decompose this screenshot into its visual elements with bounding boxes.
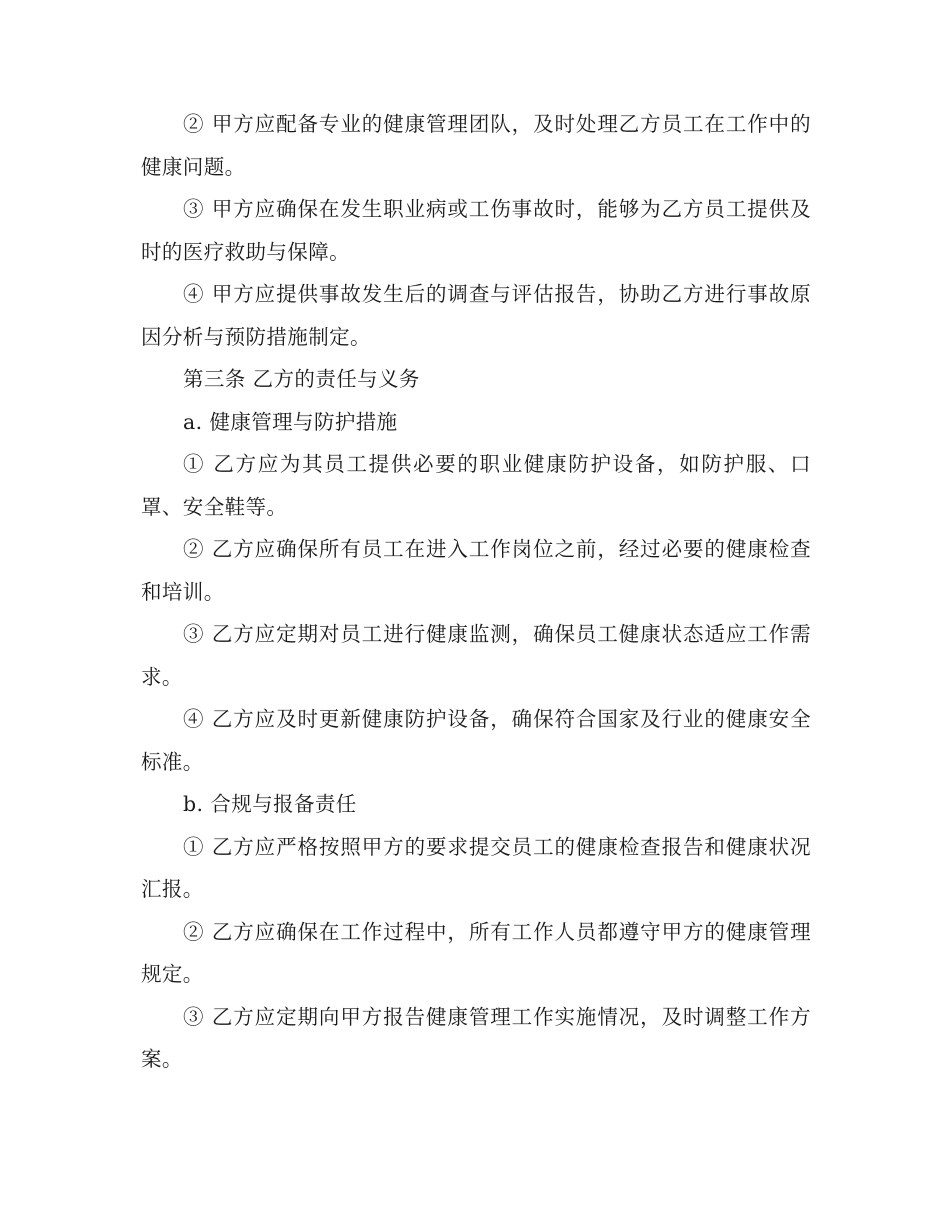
clause-item-a-2: ② 乙方应确保所有员工在进入工作岗位之前，经过必要的健康检查和培训。 [141,537,811,604]
clause-item-b-2: ② 乙方应确保在工作过程中，所有工作人员都遵守甲方的健康管理规定。 [141,919,811,986]
clause-item-a-4: ④ 乙方应及时更新健康防护设备，确保符合国家及行业的健康安全标准。 [141,707,811,774]
clause-item-b-1: ① 乙方应严格按照甲方的要求提交员工的健康检查报告和健康状况汇报。 [141,834,811,901]
clause-item-jia-3: ③ 甲方应确保在发生职业病或工伤事故时，能够为乙方员工提供及时的医疗救助与保障。 [141,197,811,264]
clause-item-a-3: ③ 乙方应定期对员工进行健康监测，确保员工健康状态适应工作需求。 [141,622,811,689]
clause-item-a-1: ① 乙方应为其员工提供必要的职业健康防护设备，如防护服、口罩、安全鞋等。 [141,452,811,519]
section-heading-b: b. 合规与报备责任 [183,792,357,816]
document-page [141,103,811,1081]
clause-item-b-3: ③ 乙方应定期向甲方报告健康管理工作实施情况，及时调整工作方案。 [141,1004,811,1071]
article-heading-3: 第三条 乙方的责任与义务 [183,367,420,391]
section-heading-a: a. 健康管理与防护措施 [183,409,398,434]
clause-item-jia-2: ② 甲方应配备专业的健康管理团队，及时处理乙方员工在工作中的健康问题。 [141,112,811,179]
clause-item-jia-4: ④ 甲方应提供事故发生后的调查与评估报告，协助乙方进行事故原因分析与预防措施制定。 [141,282,811,349]
